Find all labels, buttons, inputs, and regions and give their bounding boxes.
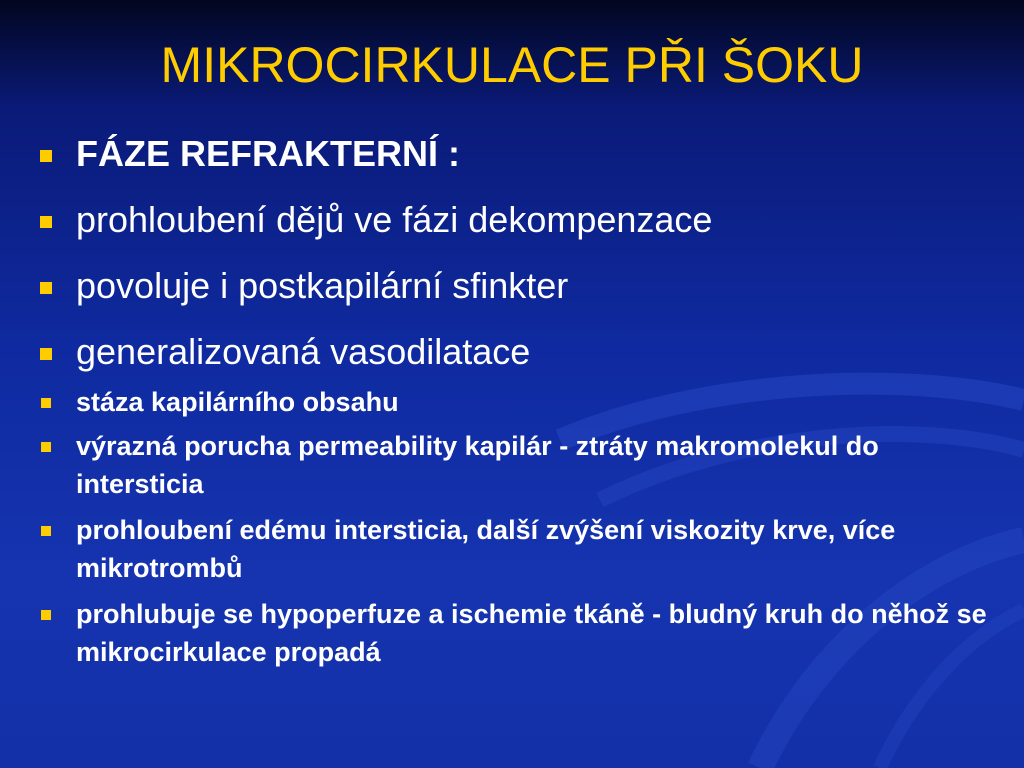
bullet-item (36, 265, 996, 307)
bullet-list (36, 133, 996, 673)
bullet-text: prohloubení dějů ve fázi dekompenzace (76, 199, 713, 240)
bullet-item (36, 199, 996, 241)
bullet-text: výrazná porucha permeability kapilár - ztráty makromolekul do intersticia (76, 431, 879, 499)
bullet-item (36, 331, 996, 373)
bullet-text: FÁZE REFRAKTERNÍ : (76, 133, 460, 174)
bullet-item (36, 427, 996, 503)
slide-title: MIKROCIRKULACE PŘI ŠOKU (160, 37, 864, 93)
square-bullet-icon (40, 150, 52, 162)
bullet-text: stáza kapilárního obsahu (76, 387, 399, 417)
bullet-text: generalizovaná vasodilatace (76, 331, 531, 372)
bullet-item (36, 383, 996, 421)
bullet-text: prohlubuje se hypoperfuze a ischemie tkáně - bludný kruh do něhož se mikrocirkulace propadá (76, 599, 987, 667)
bullet-text: prohloubení edému intersticia, další zvýšení viskozity krve, více mikrotrombů (76, 515, 896, 583)
square-bullet-icon (41, 610, 51, 620)
square-bullet-icon (41, 398, 51, 408)
bullet-item (36, 595, 996, 671)
square-bullet-icon (41, 526, 51, 536)
square-bullet-icon (40, 282, 52, 294)
bullet-text: povoluje i postkapilární sfinkter (76, 265, 569, 306)
square-bullet-icon (40, 216, 52, 228)
bullet-item (36, 133, 996, 175)
bullet-item (36, 511, 996, 587)
square-bullet-icon (40, 348, 52, 360)
square-bullet-icon (41, 442, 51, 452)
